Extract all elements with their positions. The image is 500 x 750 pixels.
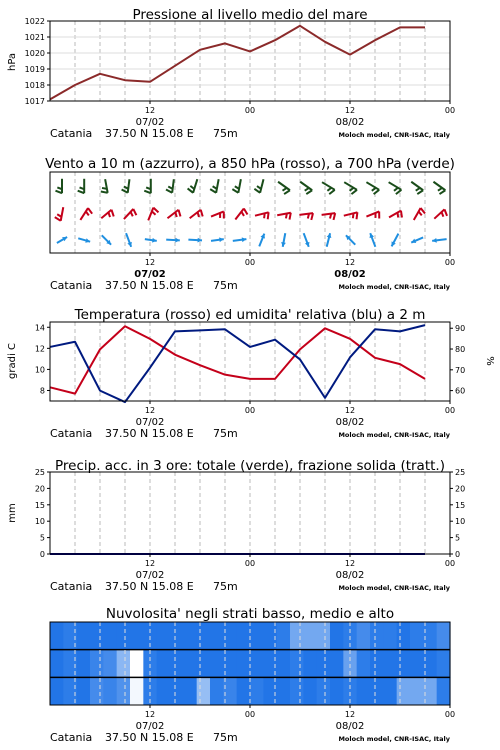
- wind-shaft: [105, 179, 108, 193]
- location-elevation: 75m: [213, 127, 238, 140]
- wind-vector: [344, 182, 357, 194]
- cloud-cell: [170, 622, 184, 650]
- y-tick-label: 5: [455, 533, 461, 543]
- cloud-cell: [50, 650, 64, 678]
- y-tick-label: 1021: [24, 33, 45, 42]
- cloud-cell: [50, 677, 64, 705]
- y-tick-label: 5: [39, 533, 45, 543]
- location-coords: 37.50 N 15.08 E: [105, 580, 194, 593]
- cloud-cell: [330, 622, 344, 650]
- wind-shaft: [389, 211, 401, 218]
- y-tick-label: 60: [455, 386, 466, 396]
- wind-barb: [257, 186, 261, 189]
- cloud-cell: [370, 677, 384, 705]
- wind-vector: [370, 233, 376, 247]
- cloud-cell: [397, 622, 411, 650]
- cloud-cell: [317, 677, 331, 705]
- wind-vector: [366, 182, 379, 194]
- wind-barb: [241, 212, 244, 216]
- date-label: 07/02: [135, 417, 165, 428]
- wind-barb: [305, 188, 309, 191]
- time-tick-label: 00: [244, 406, 256, 415]
- wind-barb: [284, 190, 290, 194]
- wind-barb: [201, 210, 203, 217]
- cloud-cell: [357, 677, 371, 705]
- wind-barb: [396, 190, 402, 194]
- wind-vector: [126, 233, 132, 247]
- humidity-series-line: [50, 325, 425, 402]
- wind-barb: [175, 212, 176, 217]
- wind-vector: [346, 235, 355, 244]
- wind-barb: [438, 188, 442, 191]
- cloud-cell: [410, 622, 424, 650]
- wind-vector: [167, 210, 180, 219]
- wind-vector: [344, 212, 358, 219]
- cloud-cell: [170, 677, 184, 705]
- cloud-cell: [117, 677, 131, 705]
- cloud-cell: [277, 650, 291, 678]
- cloud-cell: [183, 622, 197, 650]
- wind-vector: [166, 238, 180, 243]
- wind-vector: [277, 213, 291, 220]
- cloud-cell: [90, 622, 104, 650]
- wind-barb: [329, 190, 335, 194]
- cloud-cell: [130, 650, 144, 678]
- cloud-cell: [183, 650, 197, 678]
- date-label: 07/02: [135, 570, 165, 581]
- cloud-cell: [197, 650, 211, 678]
- wind-barb: [131, 212, 133, 216]
- wind-shaft: [193, 179, 197, 193]
- cloud-cell: [383, 622, 397, 650]
- wind-shaft: [366, 182, 379, 190]
- wind-vector: [190, 210, 203, 219]
- cloud-cell: [330, 677, 344, 705]
- wind-shaft: [172, 179, 174, 193]
- chart-layers: [25, 17, 466, 744]
- wind-shaft: [148, 208, 153, 221]
- time-tick-label: 00: [444, 106, 456, 115]
- wind-barb: [351, 190, 357, 194]
- wind-barb: [166, 189, 172, 192]
- humidity-ylabel: %: [484, 356, 495, 366]
- time-tick-label: 12: [144, 406, 156, 415]
- cloud-cell: [103, 677, 117, 705]
- location-elevation: 75m: [213, 427, 238, 440]
- wind-vector: [392, 234, 399, 247]
- cloud-cell: [250, 650, 264, 678]
- time-tick-label: 12: [344, 559, 356, 568]
- time-tick-label: 12: [344, 106, 356, 115]
- cloud-cell: [237, 650, 251, 678]
- y-tick-label: 0: [39, 550, 45, 559]
- wind-shaft: [61, 207, 64, 221]
- cloud-cell: [170, 650, 184, 678]
- wind-vector: [102, 235, 111, 244]
- wind-barb: [133, 209, 136, 215]
- wind-barb: [108, 212, 110, 217]
- cloud-cell: [237, 622, 251, 650]
- cloud-cell: [317, 650, 331, 678]
- wind-vector: [254, 179, 263, 193]
- time-tick-label: 00: [444, 258, 456, 267]
- wind-vector: [299, 213, 313, 220]
- wind-shaft: [260, 179, 263, 193]
- date-label: 08/02: [335, 117, 365, 128]
- model-credit: Moloch model, CNR-ISAC, Italy: [338, 431, 450, 439]
- cloud-cell: [437, 650, 451, 678]
- wind-barb: [417, 190, 423, 194]
- cloud-cell: [357, 622, 371, 650]
- wind-barb: [101, 192, 108, 193]
- cloud-cell: [317, 622, 331, 650]
- time-tick-label: 00: [244, 106, 256, 115]
- location-name: Catania: [50, 580, 93, 593]
- cloud-cell: [290, 622, 304, 650]
- y-tick-label: 90: [455, 324, 466, 334]
- wind-vector: [259, 234, 265, 247]
- wind-barb: [190, 186, 194, 189]
- wind-shaft: [299, 213, 313, 215]
- wind-vector: [122, 179, 130, 193]
- wind-vector: [255, 212, 269, 219]
- date-label: 08/02: [334, 269, 366, 280]
- cloud-cell: [197, 622, 211, 650]
- wind-vector: [327, 233, 332, 247]
- location-name: Catania: [50, 427, 93, 440]
- wind-shaft: [322, 213, 336, 215]
- y-tick-label: 25: [455, 468, 466, 477]
- wind-barb: [283, 188, 287, 191]
- cloud-cell: [370, 622, 384, 650]
- wind-barb: [286, 213, 287, 218]
- time-tick-label: 00: [444, 710, 456, 719]
- cloud-cell: [157, 677, 171, 705]
- wind-vector: [432, 238, 446, 243]
- wind-shaft: [216, 179, 219, 193]
- cloud-cell: [237, 677, 251, 705]
- wind-barb: [394, 188, 398, 191]
- wind-vector: [188, 179, 198, 193]
- cloud-cell: [77, 622, 91, 650]
- y-tick-label: 1022: [24, 17, 45, 26]
- precip-title: Precip. acc. in 3 ore: totale (verde), frazione solida (tratt.): [55, 458, 445, 474]
- y-tick-label: 1017: [24, 97, 45, 106]
- wind-vector: [304, 233, 310, 247]
- plot-frame-3: [50, 472, 450, 554]
- wind-vector: [366, 211, 379, 218]
- y-tick-label: 20: [455, 484, 466, 494]
- time-tick-label: 00: [244, 710, 256, 719]
- wind-vector: [389, 182, 402, 194]
- wind-shaft: [255, 212, 269, 215]
- cloud-cell: [410, 650, 424, 678]
- wind-vector: [78, 238, 90, 243]
- wind-shaft: [389, 182, 402, 190]
- wind-barb: [290, 213, 291, 220]
- wind-vector: [411, 237, 423, 243]
- wind-barb: [416, 188, 420, 191]
- cloud-cell: [157, 622, 171, 650]
- date-label: 08/02: [335, 417, 365, 428]
- precip-ylabel: mm: [7, 503, 18, 523]
- y-tick-label: 0: [455, 550, 461, 559]
- cloud-cell: [290, 650, 304, 678]
- wind-shaft: [366, 211, 379, 216]
- cloud-cell: [437, 677, 451, 705]
- cloud-cell: [210, 650, 224, 678]
- wind-vector: [55, 207, 63, 221]
- date-label: 07/02: [134, 269, 166, 280]
- location-coords: 37.50 N 15.08 E: [105, 427, 194, 440]
- wind-vector: [322, 182, 335, 194]
- wind-barb: [327, 188, 331, 191]
- cloud-cell: [77, 650, 91, 678]
- y-tick-label: 10: [34, 365, 45, 375]
- wind-vector: [210, 179, 218, 193]
- wind-vector: [78, 179, 85, 193]
- cloud-cell: [290, 677, 304, 705]
- temperature-title: Temperatura (rosso) ed umidita' relativa (blu) a 2 m: [74, 307, 426, 323]
- wind-barb: [235, 186, 239, 189]
- wind-barb: [198, 212, 199, 217]
- date-label: 08/02: [335, 570, 365, 581]
- wind-barb: [264, 213, 265, 218]
- wind-vector: [281, 233, 286, 247]
- wind-barb: [357, 212, 358, 219]
- wind-barb: [152, 211, 156, 214]
- y-tick-label: 15: [455, 500, 466, 510]
- y-tick-label: 1020: [24, 49, 45, 58]
- wind-barb: [254, 189, 260, 193]
- wind-shaft: [344, 182, 357, 190]
- cloud-cell: [383, 677, 397, 705]
- time-tick-label: 12: [344, 258, 356, 267]
- cloud-cell: [250, 622, 264, 650]
- wind-vector: [101, 179, 108, 193]
- y-tick-label: 1018: [24, 81, 45, 90]
- cloud-cell: [370, 650, 384, 678]
- wind-vector: [145, 238, 157, 243]
- wind-barb: [57, 214, 61, 217]
- wind-barb: [397, 213, 398, 218]
- wind-arrowhead: [175, 238, 180, 243]
- wind-vector: [300, 182, 312, 194]
- cloud-cell: [130, 622, 144, 650]
- cloud-cell: [330, 650, 344, 678]
- wind-barb: [445, 209, 448, 216]
- wind-shaft: [344, 212, 358, 215]
- wind-barb: [421, 208, 425, 213]
- cloud-cell: [250, 677, 264, 705]
- wind-barb: [306, 190, 312, 194]
- cloud-cell: [117, 650, 131, 678]
- time-tick-label: 12: [144, 559, 156, 568]
- wind-barb: [442, 212, 444, 217]
- y-tick-label: 70: [455, 365, 466, 375]
- wind-vector: [55, 179, 62, 193]
- wind-vector: [433, 182, 445, 194]
- time-tick-label: 12: [144, 106, 156, 115]
- cloud-cell: [303, 650, 317, 678]
- wind-barb: [401, 211, 402, 218]
- y-tick-label: 20: [34, 484, 45, 494]
- wind-vector: [411, 182, 423, 194]
- location-elevation: 75m: [213, 731, 238, 744]
- wind-barb: [268, 212, 269, 219]
- cloud-cell: [117, 622, 131, 650]
- wind-barb: [179, 210, 181, 217]
- wind-vector: [57, 237, 67, 243]
- wind-vector: [211, 211, 224, 218]
- cloud-cell: [157, 650, 171, 678]
- cloud-cell: [357, 650, 371, 678]
- wind-vector: [124, 209, 136, 219]
- wind-vector: [414, 208, 425, 220]
- location-coords: 37.50 N 15.08 E: [105, 279, 194, 292]
- cloud-cell: [90, 677, 104, 705]
- y-tick-label: 25: [34, 468, 45, 477]
- date-label: 08/02: [335, 721, 365, 732]
- time-tick-label: 12: [144, 710, 156, 719]
- y-tick-label: 80: [455, 345, 466, 355]
- wind-barb: [213, 186, 217, 189]
- wind-vector: [101, 210, 113, 219]
- wind-barb: [232, 189, 238, 193]
- wind-shaft: [277, 213, 291, 216]
- wind-barb: [88, 208, 92, 214]
- wind-barb: [244, 208, 248, 214]
- location-coords: 37.50 N 15.08 E: [105, 127, 194, 140]
- wind-barb: [153, 208, 158, 213]
- wind-vector: [235, 208, 247, 219]
- wind-title: Vento a 10 m (azzurro), a 850 hPa (rosso), a 700 hPa (verde): [45, 156, 455, 172]
- cloud-cell: [197, 677, 211, 705]
- time-tick-label: 00: [444, 406, 456, 415]
- location-name: Catania: [50, 731, 93, 744]
- wind-barb: [353, 213, 354, 218]
- wind-barb: [439, 190, 445, 194]
- wind-barb: [55, 217, 61, 221]
- time-tick-label: 12: [344, 710, 356, 719]
- y-tick-label: 12: [34, 344, 45, 354]
- wind-vector: [322, 213, 336, 220]
- y-tick-label: 14: [34, 323, 45, 333]
- wind-vector: [278, 182, 290, 194]
- wind-barb: [112, 210, 114, 217]
- wind-barb: [210, 189, 216, 193]
- wind-barb: [102, 188, 107, 189]
- pressure-title: Pressione al livello medio del mare: [132, 7, 368, 23]
- cloud-cell: [50, 622, 64, 650]
- wind-barb: [374, 190, 380, 194]
- model-credit: Moloch model, CNR-ISAC, Italy: [338, 584, 450, 592]
- wind-barb: [308, 214, 309, 219]
- wind-barb: [330, 214, 331, 219]
- cloud-cell: [183, 677, 197, 705]
- cloud-cell: [103, 650, 117, 678]
- wind-shaft: [322, 182, 335, 190]
- location-name: Catania: [50, 127, 93, 140]
- cloud-cell: [103, 622, 117, 650]
- wind-shaft: [238, 179, 241, 193]
- wind-barb: [188, 188, 193, 192]
- y-tick-label: 1019: [24, 65, 45, 74]
- cloud-cell: [277, 677, 291, 705]
- cloud-cell: [77, 677, 91, 705]
- model-credit: Moloch model, CNR-ISAC, Italy: [338, 283, 450, 291]
- location-elevation: 75m: [213, 279, 238, 292]
- pressure-ylabel: hPa: [7, 52, 18, 72]
- y-tick-label: 15: [34, 500, 45, 510]
- cloud-cell: [130, 677, 144, 705]
- wind-shaft: [128, 179, 130, 193]
- wind-vector: [232, 179, 240, 193]
- wind-vector: [166, 179, 174, 193]
- model-credit: Moloch model, CNR-ISAC, Italy: [338, 131, 450, 139]
- y-tick-label: 10: [34, 517, 45, 527]
- y-tick-label: 10: [455, 517, 466, 527]
- cloud-cell: [210, 677, 224, 705]
- time-tick-label: 00: [244, 559, 256, 568]
- cloud-cell: [397, 677, 411, 705]
- wind-barb: [86, 211, 89, 215]
- wind-vector: [233, 237, 247, 242]
- location-coords: 37.50 N 15.08 E: [105, 731, 194, 744]
- date-label: 07/02: [135, 721, 165, 732]
- date-label: 07/02: [135, 117, 165, 128]
- time-tick-label: 00: [444, 559, 456, 568]
- wind-vector: [434, 209, 447, 218]
- wind-vector: [80, 208, 92, 220]
- temperature-ylabel: gradi C: [7, 343, 18, 379]
- cloud-cell: [437, 622, 451, 650]
- cloud-cell: [397, 650, 411, 678]
- time-tick-label: 12: [344, 406, 356, 415]
- location-name: Catania: [50, 279, 93, 292]
- cloud-cell: [90, 650, 104, 678]
- time-tick-label: 00: [244, 258, 256, 267]
- y-tick-label: 8: [39, 386, 45, 396]
- wind-barb: [372, 188, 376, 191]
- cloud-cell: [383, 650, 397, 678]
- wind-vector: [144, 179, 151, 193]
- wind-barb: [419, 212, 422, 216]
- cloud-title: Nuvolosita' negli strati basso, medio e alto: [105, 606, 395, 622]
- time-tick-label: 12: [144, 258, 156, 267]
- wind-vector: [211, 237, 224, 242]
- cloud-cell: [303, 677, 317, 705]
- model-credit: Moloch model, CNR-ISAC, Italy: [338, 735, 450, 743]
- cloud-cell: [277, 622, 291, 650]
- cloud-cell: [303, 622, 317, 650]
- cloud-cell: [410, 677, 424, 705]
- cloud-cell: [210, 622, 224, 650]
- wind-shaft: [211, 211, 224, 216]
- location-elevation: 75m: [213, 580, 238, 593]
